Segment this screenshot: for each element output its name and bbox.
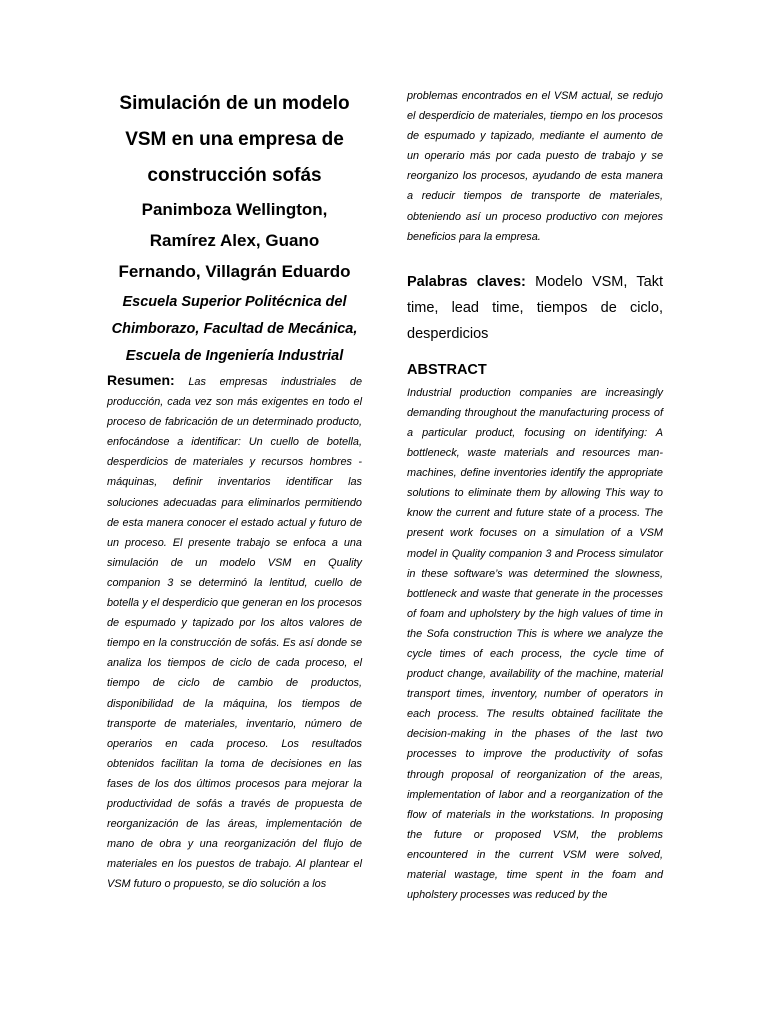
keywords-label: Palabras claves: xyxy=(407,273,526,290)
paper-title: Simulación de un modelo VSM en una empresa de construcción sofás xyxy=(119,93,350,186)
keywords-text: Modelo VSM, Takt time, lead time, tiempos de ciclo, desperdicios xyxy=(407,273,663,342)
resumen-text: Las empresas industriales de producción, cada vez son más exigentes en todo el proceso de fabricación de un determinado producto, enfocándose a identificar: Un cuello de botella, desperdicios de materiales y recursos hombres - máquinas, definir inventarios identificar las soluciones adecuadas para eliminarlos permitiendo de esta manera conocer el estado actual y futuro de un proceso. El presente trabajo se enfoca a una simulación de un modelo VSM en Quality companion 3 se determinó la lentitud, cuello de botella y el desperdicio que generan en los procesos de espumado y tapizado por los altos valores de tiempo en la construcción de sofás. Es así donde se analiza los tiempos de ciclo de cada proceso, el tiempo de ciclo de cambio de productos, disponibilidad de la máquina, los tiempos de transporte de materiales, inventario, número de operarios en cada proceso. Los resultados obtenidos facilitan la toma de decisiones en las fases de los dos últimos procesos para mejorar la productividad de sofás a través de propuesta de reorganización de las áreas, implementación de mano de obra y una reorganización del flujo de materiales en los puestos de trabajo. Al plantear el VSM futuro o propuesto, se dio solución a los xyxy=(107,376,362,891)
resumen-label: Resumen: xyxy=(107,372,175,388)
abstract-paragraph: Industrial production companies are increasingly demanding throughout the manufacturing process of a particular product, focusing on identifying: A bottleneck, waste materials and resources man-machines, define inventories identify the appropriate solutions to eliminate them by allowing This way to know the current and future state of a process. The present work focuses on a simulation of a VSM model in Quality companion 3 and Process simulator in these software’s was determined the slowness, bottleneck and waste that generate in the processes of foam and upholstery by the high values of time in the Sofa construction This is where we analyze the cycle times of each process, the cycle time of product change, availability of the machine, material transport times, inventory, number of operators in each process. The results obtained facilitate the decision-making in the phases of the last two processes to improve the productivity of sofas through proposal of reorganization of the areas, implementation of labor and a reorganization of the flow of materials in the workstations. In proposing the future or proposed VSM, the problems encountered in the current VSM were solved, material wastage, time spent in the foam and upholstery processes was reduced by the xyxy=(407,386,663,902)
resumen-continuation: problemas encontrados en el VSM actual, se redujo el desperdicio de materiales, tiempo en los procesos de espumado y tapizado, mediante el aumento de un operario más por cada puesto de trabajo y se reorganizo los procesos, ayudando de esta manera a reducir tiempos de transporte de materiales, obteniendo así un proceso productivo con mejores beneficios para la empresa. xyxy=(407,90,663,243)
paper-authors: Panimboza Wellington, Ramírez Alex, Guano Fernando, Villagrán Eduardo xyxy=(118,200,351,281)
keywords-paragraph xyxy=(407,269,663,347)
left-column xyxy=(107,86,362,894)
abstract-heading: ABSTRACT xyxy=(407,361,487,378)
paper-affiliation: Escuela Superior Politécnica del Chimborazo, Facultad de Mecánica, Escuela de Ingeniería Industrial xyxy=(111,294,358,364)
right-column xyxy=(407,86,663,905)
resumen-paragraph xyxy=(107,370,362,894)
